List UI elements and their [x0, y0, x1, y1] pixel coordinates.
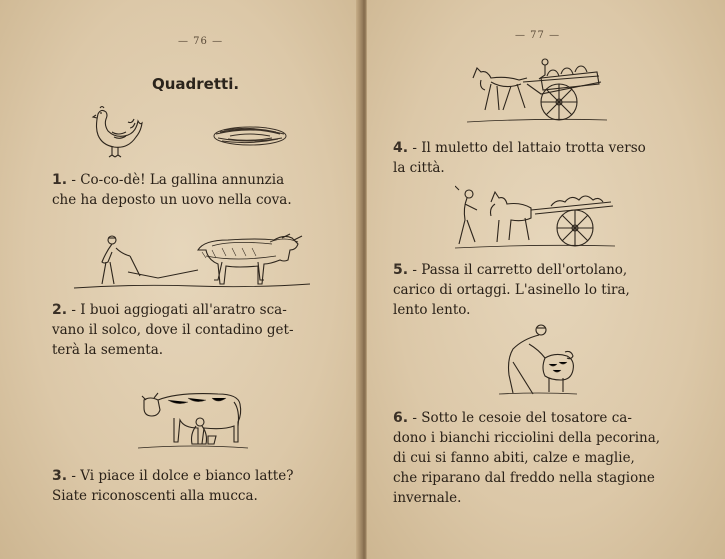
paragraph-number: 5. — [393, 262, 409, 278]
paragraph-number: 3. — [52, 468, 68, 484]
paragraph-text: terà la sementa. — [52, 342, 164, 358]
paragraph-number: 4. — [393, 140, 409, 156]
paragraph-text: la città. — [393, 160, 445, 176]
paragraph-text: vano il solco, dove il contadino get- — [52, 322, 294, 338]
page-title: Quadretti. — [152, 75, 240, 93]
paragraph-text: - Il muletto del lattaio trotta verso — [412, 140, 646, 156]
hen-illustration — [88, 102, 146, 160]
cow-milking-illustration — [138, 386, 248, 452]
paragraph-text: Siate riconoscenti alla mucca. — [52, 488, 258, 504]
paragraph-text: - Vi piace il dolce e bianco latte? — [71, 468, 294, 484]
paragraph-text: di cui si fanno abiti, calze e maglie, — [393, 450, 635, 466]
paragraph-text: carico di ortaggi. L'asinello lo tira, — [393, 282, 630, 298]
paragraph-number: 1. — [52, 172, 68, 188]
right-page — [366, 0, 725, 559]
plowing-oxen-illustration — [72, 232, 312, 294]
page-number-left: — 76 — — [178, 36, 224, 47]
paragraph-number: 2. — [52, 302, 68, 318]
paragraph-text: che ha deposto un uovo nella cova. — [52, 192, 292, 208]
paragraph-2 — [52, 300, 335, 360]
paragraph-text: - Co-co-dè! La gallina annunzia — [71, 172, 285, 188]
paragraph-text: invernale. — [393, 490, 462, 506]
nest-illustration — [210, 122, 290, 150]
paragraph-text: - Passa il carretto dell'ortolano, — [412, 262, 628, 278]
vegetable-cart-illustration — [455, 184, 615, 254]
paragraph-3 — [52, 466, 342, 506]
paragraph-5 — [393, 260, 705, 320]
paragraph-number: 6. — [393, 410, 409, 426]
paragraph-6 — [393, 408, 705, 508]
page-number-right: — 77 — — [515, 30, 561, 41]
sheep-shearing-illustration — [499, 322, 577, 398]
paragraph-text: lento lento. — [393, 302, 471, 318]
milk-cart-illustration — [467, 56, 607, 130]
paragraph-text: dono i bianchi ricciolini della pecorina, — [393, 430, 661, 446]
paragraph-1 — [52, 170, 335, 210]
paragraph-text: - Sotto le cesoie del tosatore ca- — [412, 410, 632, 426]
paragraph-text: - I buoi aggiogati all'aratro sca- — [71, 302, 287, 318]
paragraph-text: che riparano dal freddo nella stagione — [393, 470, 655, 486]
paragraph-4 — [393, 138, 705, 178]
